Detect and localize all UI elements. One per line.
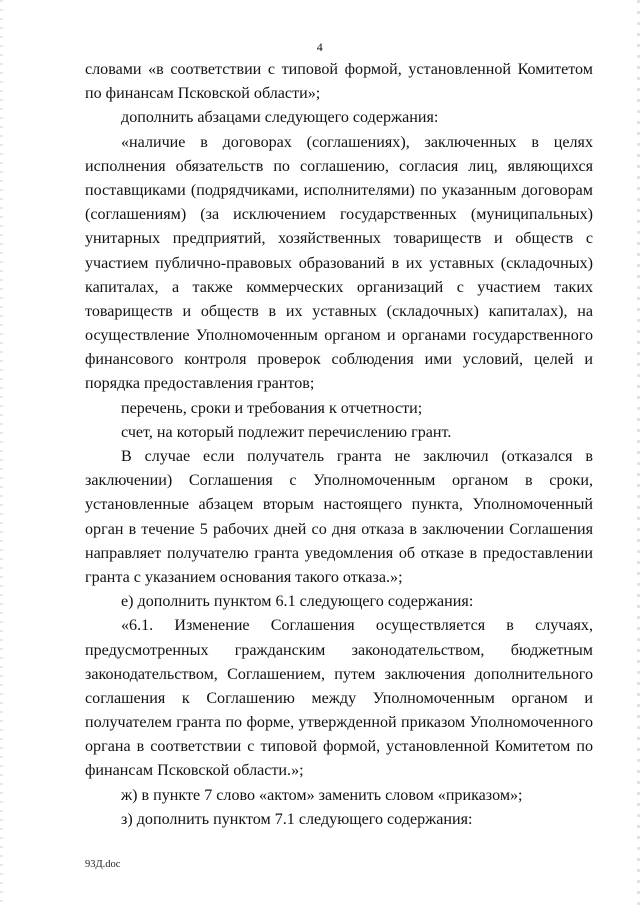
scan-edge-left (0, 0, 3, 905)
page-number: 4 (316, 40, 324, 54)
text-line: ж) в пункте 7 слово «актом» заменить словом «приказом»; (121, 786, 523, 804)
text-line: направляет получателю гранта уведомления об отказе в предоставлении (85, 544, 593, 562)
text-line: капиталах, а также коммерческих организаций с участием таких (85, 278, 593, 296)
text-line: исполнения обязательств по соглашению, согласия лиц, являющихся (85, 157, 593, 175)
text-line: поставщиками (подрядчиками, исполнителями) по указанным договорам (85, 181, 593, 199)
text-line: з) дополнить пунктом 7.1 следующего содержания: (121, 810, 473, 828)
text-line: товариществ и обществ в их уставных (складочных) капиталах), на (85, 302, 593, 320)
text-line: орган в течение 5 рабочих дней со дня отказа в заключении Соглашения (85, 520, 593, 538)
text-line: дополнить абзацами следующего содержания: (121, 109, 439, 127)
text-line: гранта с указанием основания такого отказа.»; (85, 568, 403, 586)
text-line: (соглашениям) (за исключением государственных (муниципальных) (85, 206, 593, 224)
text-line: «6.1. Изменение Соглашения осуществляется в случаях, (121, 617, 593, 635)
text-line: счет, на который подлежит перечислению грант. (121, 423, 452, 441)
text-line: законодательством, Соглашением, путем заключения дополнительного (85, 665, 593, 683)
text-line: соглашения к Соглашению между Уполномоченным органом и (85, 689, 593, 707)
footer-filename: 93Д.doc (85, 859, 121, 870)
document-body (85, 58, 593, 832)
text-line: по финансам Псковской области»; (85, 85, 321, 103)
text-line: словами «в соответствии с типовой формой, установленной Комитетом (85, 61, 593, 78)
text-line: перечень, сроки и требования к отчетности; (121, 399, 423, 417)
text-line: «наличие в договорах (соглашениях), заключенных в целях (121, 133, 593, 151)
text-line: финансового контроля проверок соблюдения ими условий, целей и (85, 351, 593, 369)
text-line: участием публично-правовых образований в их уставных (складочных) (85, 254, 593, 272)
text-line: органа в соответствии с типовой формой, установленной Комитетом по (85, 738, 593, 756)
text-line: предусмотренных гражданским законодательством, бюджетным (85, 641, 593, 659)
text-line: получателем гранта по форме, утвержденной приказом Уполномоченного (85, 714, 593, 732)
text-line: финансам Псковской области.»; (85, 762, 304, 780)
text-line: заключении) Соглашения с Уполномоченным органом в сроки, (85, 472, 593, 490)
text-line: е) дополнить пунктом 6.1 следующего содержания: (121, 593, 474, 611)
text-line: осуществление Уполномоченным органом и органами государственного (85, 327, 593, 345)
text-line: унитарных предприятий, хозяйственных товариществ и обществ с (85, 230, 593, 248)
text-line: В случае если получатель гранта не заключил (отказался в (121, 448, 593, 465)
text-line: установленные абзацем вторым настоящего пункта, Уполномоченный (85, 496, 593, 514)
text-line: порядка предоставления грантов; (85, 375, 315, 393)
